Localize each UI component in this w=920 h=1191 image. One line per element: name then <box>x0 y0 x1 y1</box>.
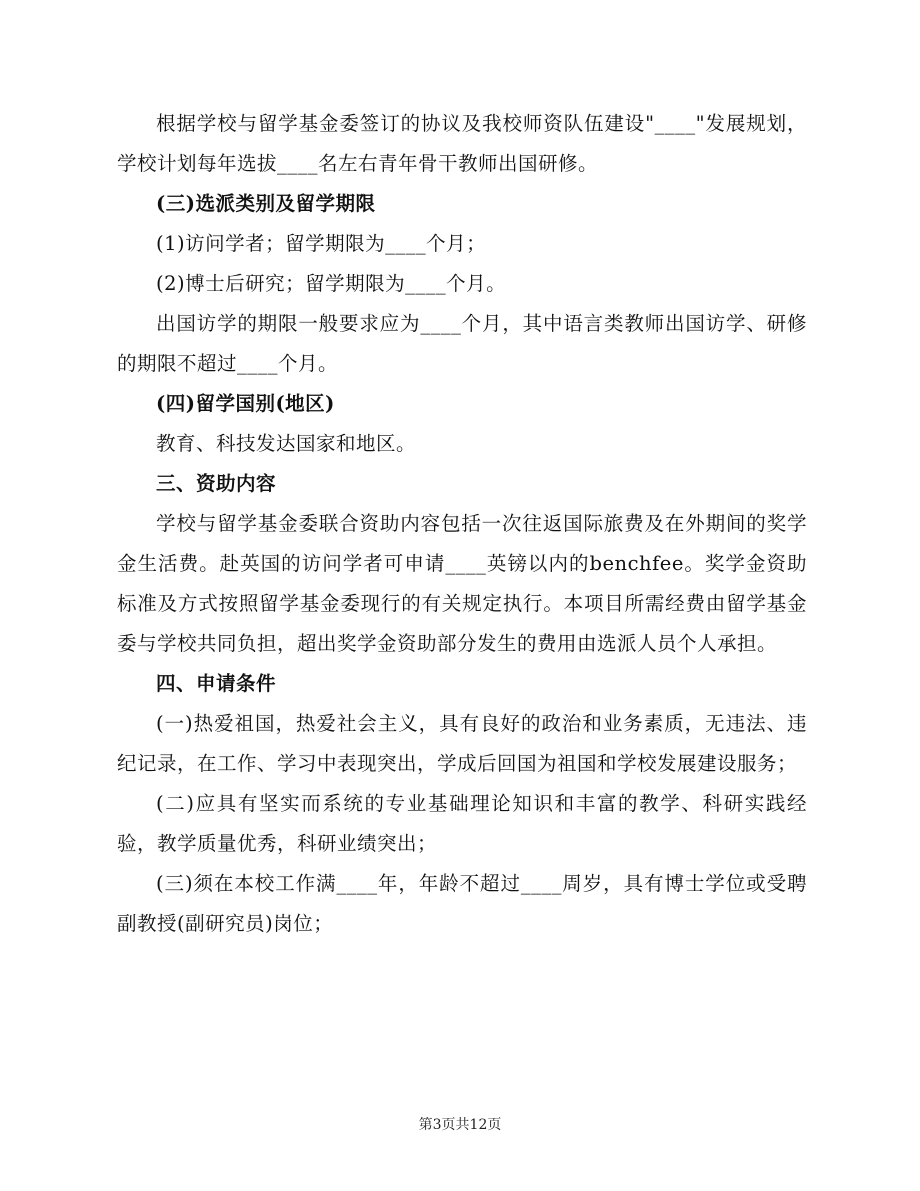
body-paragraph: 出国访学的期限一般要求应为____个月，其中语言类教师出国访学、研修的期限不超过____个月。 <box>117 312 807 375</box>
body-paragraph: 根据学校与留学基金委签订的协议及我校师资队伍建设"____"发展规划，学校计划每年选拔____名左右青年骨干教师出国研修。 <box>117 112 807 175</box>
section-heading: 三、资助内容 <box>156 472 277 495</box>
section-heading: (四)留学国别(地区) <box>156 392 335 415</box>
document-body <box>117 104 807 944</box>
body-paragraph: 教育、科技发达国家和地区。 <box>156 432 417 455</box>
page-number: 第3页共12页 <box>418 1117 502 1133</box>
body-paragraph: (2)博士后研究；留学期限为____个月。 <box>156 272 507 295</box>
body-paragraph: (二)应具有坚实而系统的专业基础理论知识和丰富的教学、科研实践经验，教学质量优秀，科研业绩突出； <box>117 792 807 855</box>
body-paragraph: 学校与留学基金委联合资助内容包括一次往返国际旅费及在外期间的奖学金生活费。赴英国的访问学者可申请____英镑以内的benchfee。奖学金资助标准及方式按照留学基金委现行的有关规定执行。本项目所需经费由留学基金委与学校共同负担，超出奖学金资助部分发生的费用由选派人员个人承担。 <box>117 512 807 655</box>
section-heading: 四、申请条件 <box>156 672 277 695</box>
body-paragraph: (1)访问学者；留学期限为____个月； <box>156 232 487 255</box>
body-paragraph: (一)热爱祖国，热爱社会主义，具有良好的政治和业务素质，无违法、违纪记录，在工作、学习中表现突出，学成后回国为祖国和学校发展建设服务； <box>117 712 807 775</box>
body-paragraph: (三)须在本校工作满____年，年龄不超过____周岁，具有博士学位或受聘副教授(副研究员)岗位； <box>117 872 807 935</box>
section-heading: (三)选派类别及留学期限 <box>156 192 376 215</box>
